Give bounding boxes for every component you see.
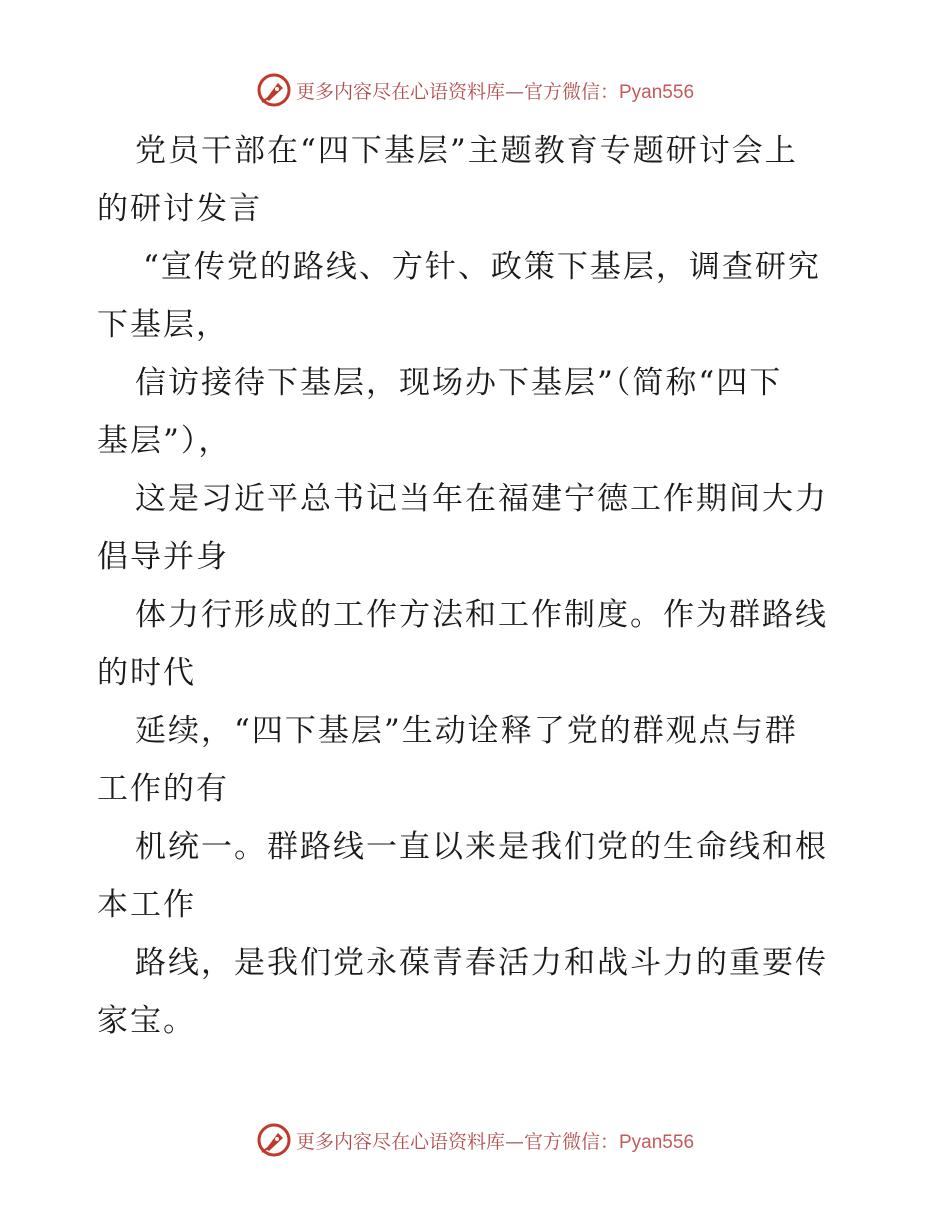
- document-line: 延续，“四下基层”生动诠释了党的群观点与群: [135, 713, 798, 749]
- document-line: 本工作: [97, 887, 196, 923]
- header-banner-wechat-label: 官方微信：: [523, 80, 619, 103]
- pen-nib-logo-icon: [256, 1122, 292, 1158]
- footer-banner-text: [296, 1127, 694, 1154]
- document-line: 党员干部在“四下基层”主题教育专题研讨会上: [135, 133, 798, 169]
- footer-banner-inner: [256, 1120, 694, 1160]
- document-line: 体力行形成的工作方法和工作制度。作为群路线: [135, 597, 828, 633]
- footer-banner-wechat-id: Pyan556: [619, 1131, 695, 1153]
- document-line: 这是习近平总书记当年在福建宁德工作期间大力: [135, 481, 828, 517]
- document-line: 基层”），: [97, 423, 232, 459]
- document-line: 机统一。群路线一直以来是我们党的生命线和根: [135, 829, 828, 865]
- header-banner-text: [296, 77, 694, 104]
- document-line: 工作的有: [97, 771, 229, 807]
- document-line: 的研讨发言: [97, 191, 262, 227]
- header-banner-wechat-id: Pyan556: [619, 81, 695, 103]
- document-body: [97, 122, 857, 1050]
- document-line: 倡导并身: [97, 539, 229, 575]
- document-line: “宣传党的路线、方针、政策下基层，调查研究: [143, 249, 821, 285]
- pen-nib-logo-icon: [256, 72, 292, 108]
- header-banner: [0, 70, 950, 110]
- document-line: 下基层，: [97, 307, 229, 343]
- footer-banner-wechat-label: 官方微信：: [523, 1130, 619, 1153]
- document-line: 家宝。: [97, 1003, 196, 1039]
- footer-banner: [0, 1120, 950, 1160]
- header-banner-main: 更多内容尽在心语资料库: [295, 80, 505, 103]
- header-banner-inner: [256, 70, 694, 110]
- footer-banner-dash: —: [504, 1130, 524, 1153]
- document-line: 路线，是我们党永葆青春活力和战斗力的重要传: [135, 945, 828, 981]
- document-line: 信访接待下基层，现场办下基层”（简称“四下: [135, 365, 783, 401]
- footer-banner-main: 更多内容尽在心语资料库: [295, 1130, 505, 1153]
- document-line: 的时代: [97, 655, 196, 691]
- header-banner-dash: —: [504, 80, 524, 103]
